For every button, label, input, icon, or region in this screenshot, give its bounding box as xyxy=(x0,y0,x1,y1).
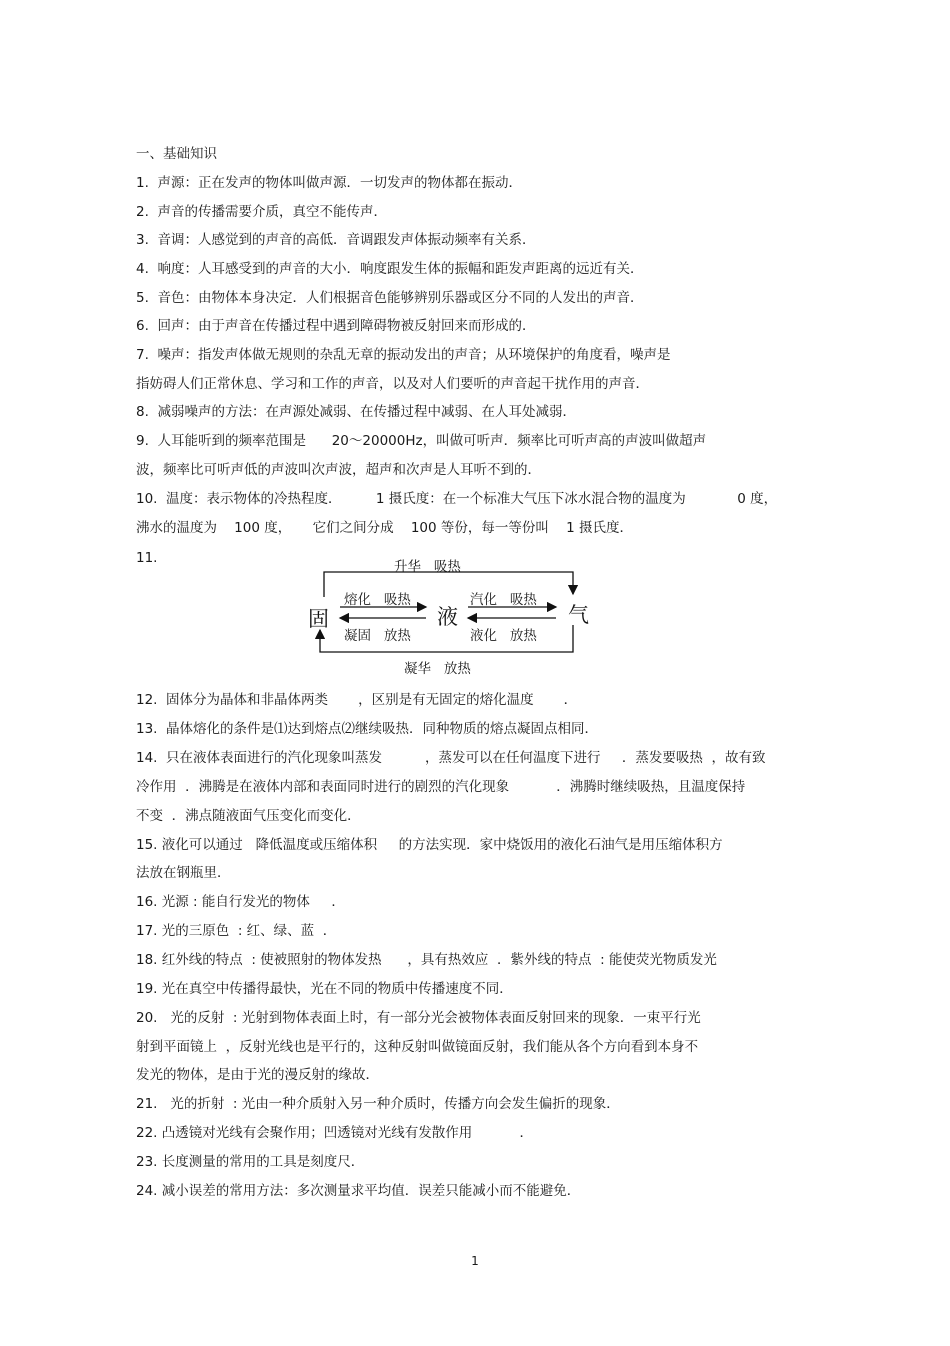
section-heading: 一、基础知识 xyxy=(136,146,217,162)
text-line: 7. 噪声：指发声体做无规则的杂乱无章的振动发出的声音；从环境保护的角度看，噪声是 xyxy=(136,347,671,363)
text-line: 12. 固体分为晶体和非晶体两类 ，区别是有无固定的熔化温度 ． xyxy=(136,692,578,708)
text-line: 13. 晶体熔化的条件是⑴达到熔点⑵继续吸热．同种物质的熔点凝固点相同． xyxy=(136,721,599,737)
text-line: 波，频率比可听声低的声波叫次声波，超声和次声是人耳听不到的． xyxy=(136,462,541,478)
vaporization-label: 汽化 吸热 xyxy=(470,592,537,608)
deposition-label: 凝华 放热 xyxy=(404,661,471,677)
text-line: 射到平面镜上 ，反射光线也是平行的，这种反射叫做镜面反射，我们能从各个方向看到本身不 xyxy=(136,1039,699,1055)
text-line: 沸水的温度为 100 度， 它们之间分成 100 等份，每一等份叫 1 摄氏度． xyxy=(136,520,633,536)
phase-change-diagram xyxy=(300,552,610,682)
text-line: 9. 人耳能听到的频率范围是 20～20000Hz，叫做可听声．频率比可听声高的声波叫做超声 xyxy=(136,433,707,449)
liquid-label: 液 xyxy=(437,605,458,629)
text-line: 4. 响度：人耳感受到的声音的大小．响度跟发生体的振幅和距发声距离的远近有关． xyxy=(136,261,644,277)
solid-label: 固 xyxy=(308,607,329,631)
text-line: 5. 音色：由物体本身决定．人们根据音色能够辨别乐器或区分不同的人发出的声音． xyxy=(136,290,644,306)
text-line: 发光的物体，是由于光的漫反射的缘故． xyxy=(136,1067,379,1083)
text-line: 16. 光源 : 能自行发光的物体 ． xyxy=(136,894,345,910)
text-line: 1. 声源：正在发声的物体叫做声源．一切发声的物体都在振动． xyxy=(136,175,522,191)
text-line: 法放在钢瓶里． xyxy=(136,865,231,881)
text-line: 22. 凸透镜对光线有会聚作用；凹透镜对光线有发散作用 ． xyxy=(136,1125,533,1141)
liquefaction-label: 液化 放热 xyxy=(470,628,537,644)
text-line: 15. 液化可以通过 降低温度或压缩体积 的方法实现．家中烧饭用的液化石油气是用压缩体积方 xyxy=(136,837,723,853)
text-line: 23. 长度测量的常用的工具是刻度尺． xyxy=(136,1154,365,1170)
text-line: 17. 光的三原色 : 红、绿、蓝 ． xyxy=(136,923,337,939)
text-line: 指妨碍人们正常休息、学习和工作的声音，以及对人们要听的声音起干扰作用的声音． xyxy=(136,376,649,392)
text-line: 24. 减小误差的常用方法：多次测量求平均值．误差只能减小而不能避免． xyxy=(136,1183,581,1199)
text-line: 10. 温度：表示物体的冷热程度． 1 摄氏度：在一个标准大气压下冰水混合物的温度为 0 度， xyxy=(136,491,778,507)
text-line: 20. 光的反射 : 光射到物体表面上时，有一部分光会被物体表面反射回来的现象．一束平行光 xyxy=(136,1010,701,1026)
text-line: 不变 ．沸点随液面气压变化而变化． xyxy=(136,808,361,824)
text-line: 21. 光的折射 : 光由一种介质射入另一种介质时，传播方向会发生偏折的现象． xyxy=(136,1096,620,1112)
text-line: 6. 回声：由于声音在传播过程中遇到障碍物被反射回来而形成的． xyxy=(136,318,536,334)
text-line: 19. 光在真空中传播得最快，光在不同的物质中传播速度不同． xyxy=(136,981,513,997)
text-line: 冷作用 ．沸腾是在液体内部和表面同时进行的剧烈的汽化现象 ．沸腾时继续吸热，且温度保持 xyxy=(136,779,746,795)
freezing-label: 凝固 放热 xyxy=(344,628,411,644)
gas-label: 气 xyxy=(568,603,589,627)
page-number: 1 xyxy=(471,1254,479,1268)
text-line: 11. xyxy=(136,550,158,566)
text-line: 2. 声音的传播需要介质，真空不能传声． xyxy=(136,204,387,220)
sublimation-label: 升华 吸热 xyxy=(394,559,461,575)
text-line: 18. 红外线的特点 : 使被照射的物体发热 ，具有热效应 ．紫外线的特点 : 能使荧光物质发光 xyxy=(136,952,717,968)
text-line: 3. 音调：人感觉到的声音的高低．音调跟发声体振动频率有关系． xyxy=(136,232,536,248)
text-line: 8. 减弱噪声的方法：在声源处减弱、在传播过程中减弱、在人耳处减弱． xyxy=(136,404,576,420)
text-line: 14. 只在液体表面进行的汽化现象叫蒸发 ，蒸发可以在任何温度下进行 ．蒸发要吸热 ，故有致 xyxy=(136,750,766,766)
melting-label: 熔化 吸热 xyxy=(344,592,411,608)
